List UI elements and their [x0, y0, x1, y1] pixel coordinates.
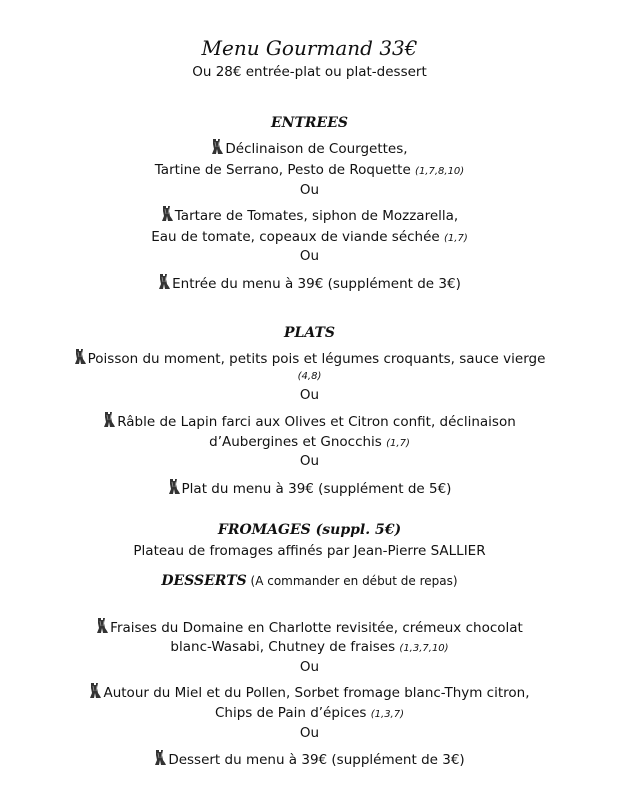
chef-figure-icon: [103, 411, 116, 428]
desserts-heading: DESSERTS (A commander en début de repas): [161, 573, 458, 589]
fromages-item: Plateau de fromages affinés par Jean-Pierre SALLIER: [133, 543, 486, 559]
or-separator: Ou: [299, 182, 320, 198]
chef-figure-icon: [158, 273, 171, 290]
menu-subtitle: Ou 28€ entrée-plat ou plat-dessert: [192, 64, 427, 80]
dessert-1-line1: Fraises du Domaine en Charlotte revisitée, crémeux chocolat: [0, 617, 619, 637]
or-separator: Ou: [299, 725, 320, 741]
plat-2-line1: Râble de Lapin farci aux Olives et Citron confit, déclinaison: [0, 411, 619, 431]
or-separator: Ou: [299, 387, 320, 403]
plats-heading: PLATS: [284, 325, 335, 341]
chef-figure-icon: [211, 138, 224, 155]
or-separator: Ou: [299, 248, 320, 264]
dessert-3: Dessert du menu à 39€ (supplément de 3€): [0, 749, 619, 769]
entree-1-line1: Déclinaison de Courgettes,: [0, 138, 619, 158]
chef-figure-icon: [161, 205, 174, 222]
entree-1-line2: Tartine de Serrano, Pesto de Roquette (1,7,8,10): [154, 162, 465, 178]
or-separator: Ou: [299, 453, 320, 469]
chef-figure-icon: [74, 348, 87, 365]
fromages-heading: FROMAGES (suppl. 5€): [217, 522, 402, 538]
dessert-2-line2: Chips de Pain d’épices (1,3,7): [215, 705, 404, 721]
entree-2-line1: Tartare de Tomates, siphon de Mozzarella,: [0, 205, 619, 225]
menu-title: Menu Gourmand 33€: [201, 36, 418, 60]
chef-figure-icon: [154, 749, 167, 766]
dessert-2-line1: Autour du Miel et du Pollen, Sorbet fromage blanc-Thym citron,: [0, 682, 619, 702]
plat-1-line1: Poisson du moment, petits pois et légumes croquants, sauce vierge: [0, 348, 619, 368]
entrees-heading: ENTREES: [271, 115, 348, 131]
plat-3: Plat du menu à 39€ (supplément de 5€): [0, 478, 619, 498]
plat-2-line2: d’Aubergines et Gnocchis (1,7): [209, 434, 410, 450]
chef-figure-icon: [168, 478, 181, 495]
entree-3: Entrée du menu à 39€ (supplément de 3€): [0, 273, 619, 293]
dessert-1-line2: blanc-Wasabi, Chutney de fraises (1,3,7,10): [170, 639, 449, 655]
plat-1-allergens: (4,8): [297, 371, 322, 382]
entree-2-line2: Eau de tomate, copeaux de viande séchée (1,7): [151, 229, 468, 245]
or-separator: Ou: [299, 659, 320, 675]
chef-figure-icon: [96, 617, 109, 634]
chef-figure-icon: [89, 682, 102, 699]
